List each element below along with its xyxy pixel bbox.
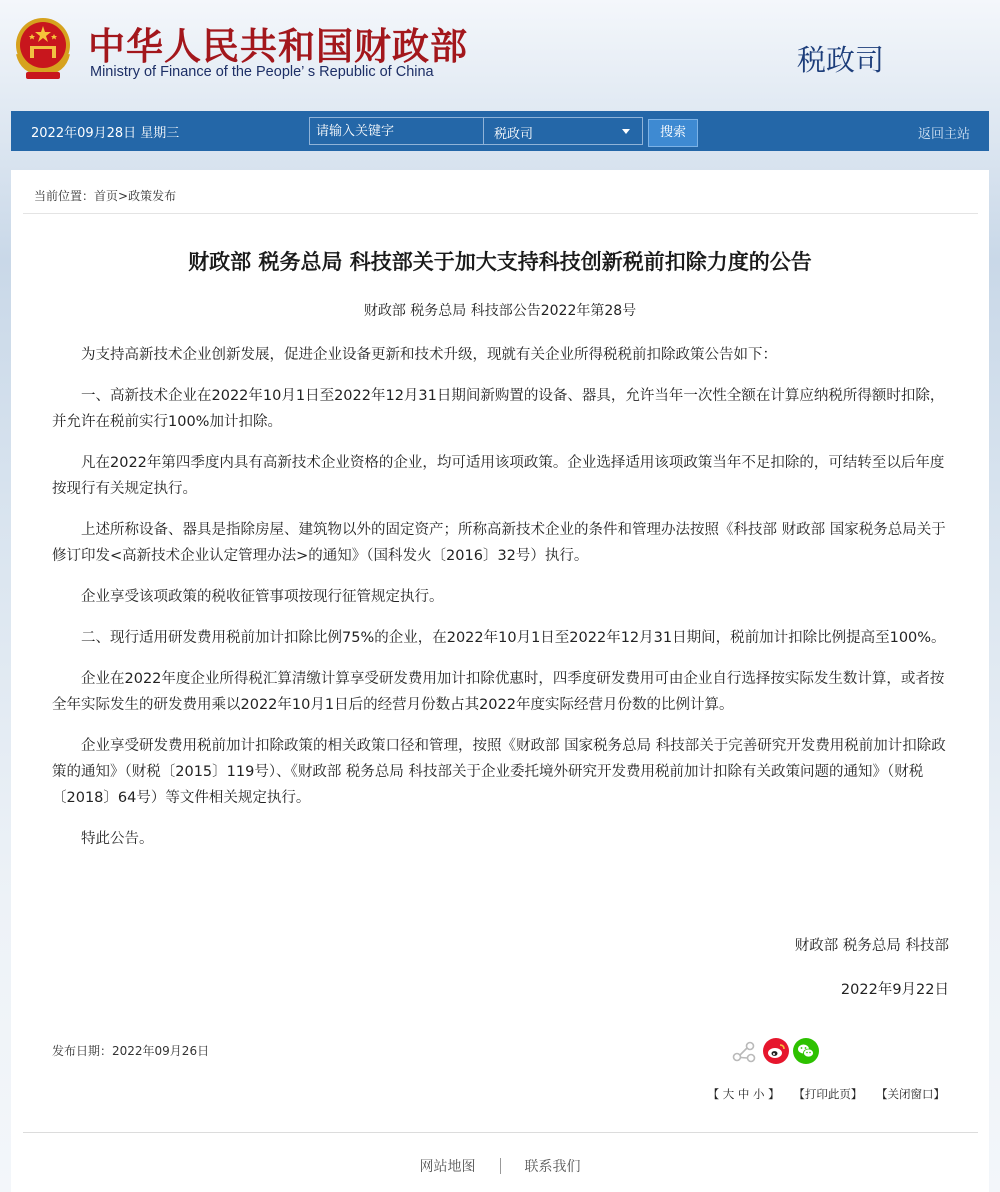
- footer-separator: [500, 1158, 501, 1174]
- search-button[interactable]: 搜索: [648, 119, 698, 147]
- print-page-link[interactable]: 【打印此页】: [793, 1087, 863, 1101]
- breadcrumb-section-link[interactable]: 政策发布: [128, 189, 177, 203]
- article-paragraph: 企业享受该项政策的税收征管事项按现行征管规定执行。: [81, 589, 444, 605]
- article-body: [52, 342, 950, 867]
- share-bar: [731, 1038, 831, 1066]
- article-paragraph: 为支持高新技术企业创新发展，促进企业设备更新和技术升级，现就有关企业所得税税前扣除政策公告如下：: [81, 347, 777, 363]
- content-panel: [11, 170, 989, 1192]
- breadcrumb-separator: >: [118, 189, 129, 203]
- contact-link[interactable]: 联系我们: [524, 1159, 581, 1175]
- current-date: 2022年09月28日 星期三: [31, 126, 180, 141]
- breadcrumb-home-link[interactable]: 首页: [94, 189, 119, 203]
- article-paragraph: 特此公告。: [81, 831, 154, 847]
- chevron-down-icon: [622, 129, 630, 134]
- article-paragraph: 企业在2022年度企业所得税汇算清缴计算享受研发费用加计扣除优惠时，四季度研发费用可由企业自行选择按实际发生数计算，或者按全年实际发生的研发费用乘以2022年10月1日后的经营月份数占其2022年度实际经营月份数的比例计算。: [52, 671, 945, 713]
- divider: [23, 213, 978, 214]
- share-icon[interactable]: [731, 1038, 757, 1064]
- article-paragraph: 二、现行适用研发费用税前加计扣除比例75%的企业，在2022年10月1日至2022年12月31日期间，税前加计扣除比例提高至100%。: [81, 630, 946, 646]
- footer-links: [11, 1156, 989, 1176]
- article-paragraph: 企业享受研发费用税前加计扣除政策的相关政策口径和管理，按照《财政部 国家税务总局 科技部关于完善研究开发费用税前加计扣除政策的通知》（财税〔2015〕119号）、《财政部 税务总局 科技部关于企业委托境外研究开发费用税前加计扣除有关政策问题的通知》（财税〔2018〕64号）等文件相关规定执行。: [52, 738, 946, 806]
- wechat-icon[interactable]: [793, 1038, 819, 1064]
- page-tools: [698, 1086, 945, 1102]
- signers: 财政部 税务总局 科技部: [794, 938, 949, 954]
- footer-divider: [23, 1132, 978, 1133]
- site-title-en: Ministry of Finance of the People’ s Republic of China: [90, 64, 434, 80]
- document-number: 财政部 税务总局 科技部公告2022年第28号: [363, 303, 637, 319]
- national-emblem-icon: [12, 14, 74, 82]
- article-title: 财政部 税务总局 科技部关于加大支持科技创新税前扣除力度的公告: [188, 250, 812, 274]
- department-name: 税政司: [797, 43, 885, 77]
- article-paragraph: 凡在2022年第四季度内具有高新技术企业资格的企业，均可适用该项政策。企业选择适用该项政策当年不足扣除的，可结转至以后年度按现行有关规定执行。: [52, 455, 945, 497]
- publish-date: 发布日期：2022年09月26日: [52, 1044, 210, 1058]
- search-input[interactable]: [309, 117, 485, 145]
- site-header: [0, 0, 1000, 110]
- weibo-icon[interactable]: [763, 1038, 789, 1064]
- search-scope-select[interactable]: [483, 117, 643, 145]
- article-paragraph: 上述所称设备、器具是指除房屋、建筑物以外的固定资产；所称高新技术企业的条件和管理办法按照《科技部 财政部 国家税务总局关于修订印发<高新技术企业认定管理办法>的通知》（国科发火〔2016〕32号）执行。: [52, 522, 946, 564]
- top-navbar: [11, 111, 989, 151]
- return-home-link[interactable]: 返回主站: [917, 127, 970, 142]
- sitemap-link[interactable]: 网站地图: [419, 1159, 476, 1175]
- site-title-cn: 中华人民共和国财政部: [88, 25, 468, 68]
- breadcrumb: [34, 187, 176, 204]
- close-window-link[interactable]: 【关闭窗口】: [876, 1087, 945, 1101]
- font-size-control[interactable]: 【 大 中 小 】: [707, 1087, 780, 1101]
- search-scope-value: 税政司: [494, 127, 534, 142]
- article-paragraph: 一、高新技术企业在2022年10月1日至2022年12月31日期间新购置的设备、器具，允许当年一次性全额在计算应纳税所得额时扣除，并允许在税前实行100%加计扣除。: [52, 388, 945, 430]
- breadcrumb-prefix: 当前位置：: [34, 189, 95, 203]
- sign-date: 2022年9月22日: [840, 982, 949, 998]
